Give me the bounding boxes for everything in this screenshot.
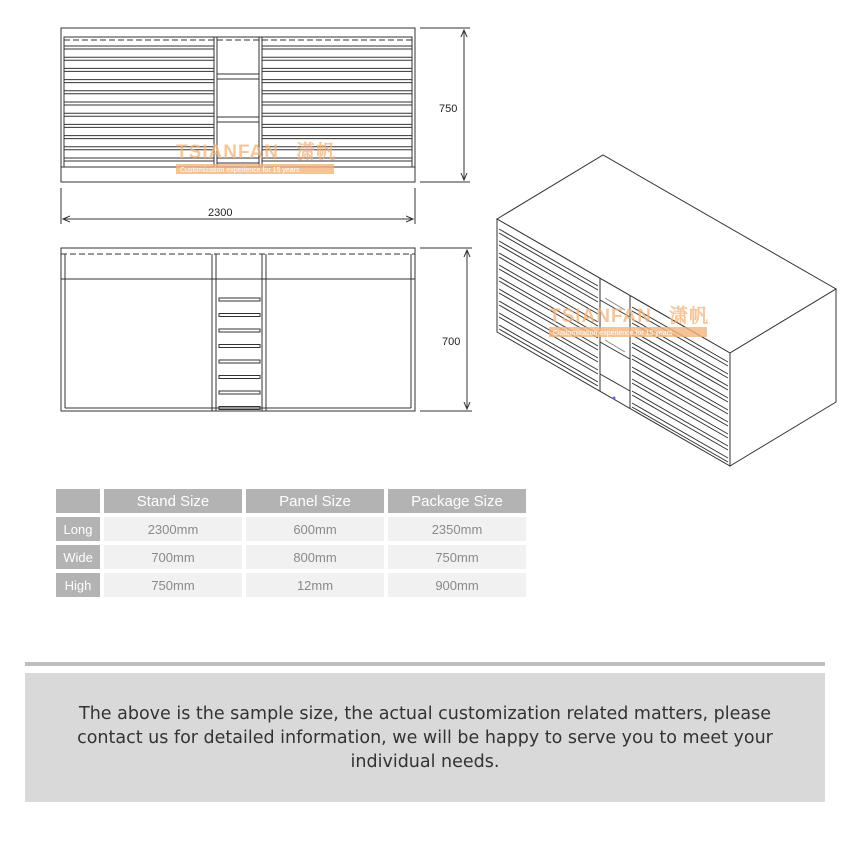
note-box — [25, 673, 825, 802]
row-label-long: Long — [56, 517, 100, 541]
top-shelf-bar — [219, 298, 260, 301]
spec-table-corner — [56, 489, 100, 513]
watermark-brand: TSIANFAN — [176, 142, 279, 163]
high-stand-size: 750mm — [104, 573, 242, 597]
watermark-brand-cn: 潇帆 — [296, 142, 337, 163]
top-shelf-bar — [219, 314, 260, 317]
top-shelf-bar — [219, 391, 260, 394]
header-package-size: Package Size — [388, 489, 526, 513]
height-dimension-label: 750 — [439, 103, 458, 115]
wide-panel-size: 800mm — [246, 545, 384, 569]
section-divider — [25, 662, 825, 666]
header-stand-size: Stand Size — [104, 489, 242, 513]
long-package-size: 2350mm — [388, 517, 526, 541]
row-label-high: High — [56, 573, 100, 597]
watermark-iso — [549, 304, 709, 337]
row-label-wide: Wide — [56, 545, 100, 569]
watermark-brand-cn-iso: 潇帆 — [669, 306, 710, 327]
top-shelf-bar — [219, 329, 260, 332]
long-panel-size: 600mm — [246, 517, 384, 541]
watermark-front — [176, 140, 336, 174]
watermark-tagline-iso: Customization experience for 15 years — [553, 330, 673, 337]
watermark-brand-iso: TSIANFAN — [549, 306, 652, 327]
watermark-tagline: Customization experience for 15 years — [180, 167, 300, 174]
header-panel-size: Panel Size — [246, 489, 384, 513]
spec-table — [52, 485, 530, 601]
wide-stand-size: 700mm — [104, 545, 242, 569]
spec-table-header-row — [56, 489, 526, 513]
note-text: The above is the sample size, the actual customization related matters, please contact us for detailed information, we will be happy to serve you to meet your individual needs. — [77, 703, 773, 772]
wide-package-size: 750mm — [388, 545, 526, 569]
spec-row-high — [56, 573, 526, 597]
isometric-view — [497, 155, 836, 466]
high-panel-size: 12mm — [246, 573, 384, 597]
high-package-size: 900mm — [388, 573, 526, 597]
spec-row-long — [56, 517, 526, 541]
long-stand-size: 2300mm — [104, 517, 242, 541]
top-shelf-bar — [219, 376, 260, 379]
depth-dimension-label: 700 — [442, 336, 461, 348]
top-dimension-lines — [420, 248, 472, 411]
width-dimension-label: 2300 — [208, 207, 233, 219]
top-shelf-bar — [219, 345, 260, 348]
top-view — [61, 248, 415, 411]
spec-row-wide — [56, 545, 526, 569]
top-shelf-bar — [219, 360, 260, 363]
